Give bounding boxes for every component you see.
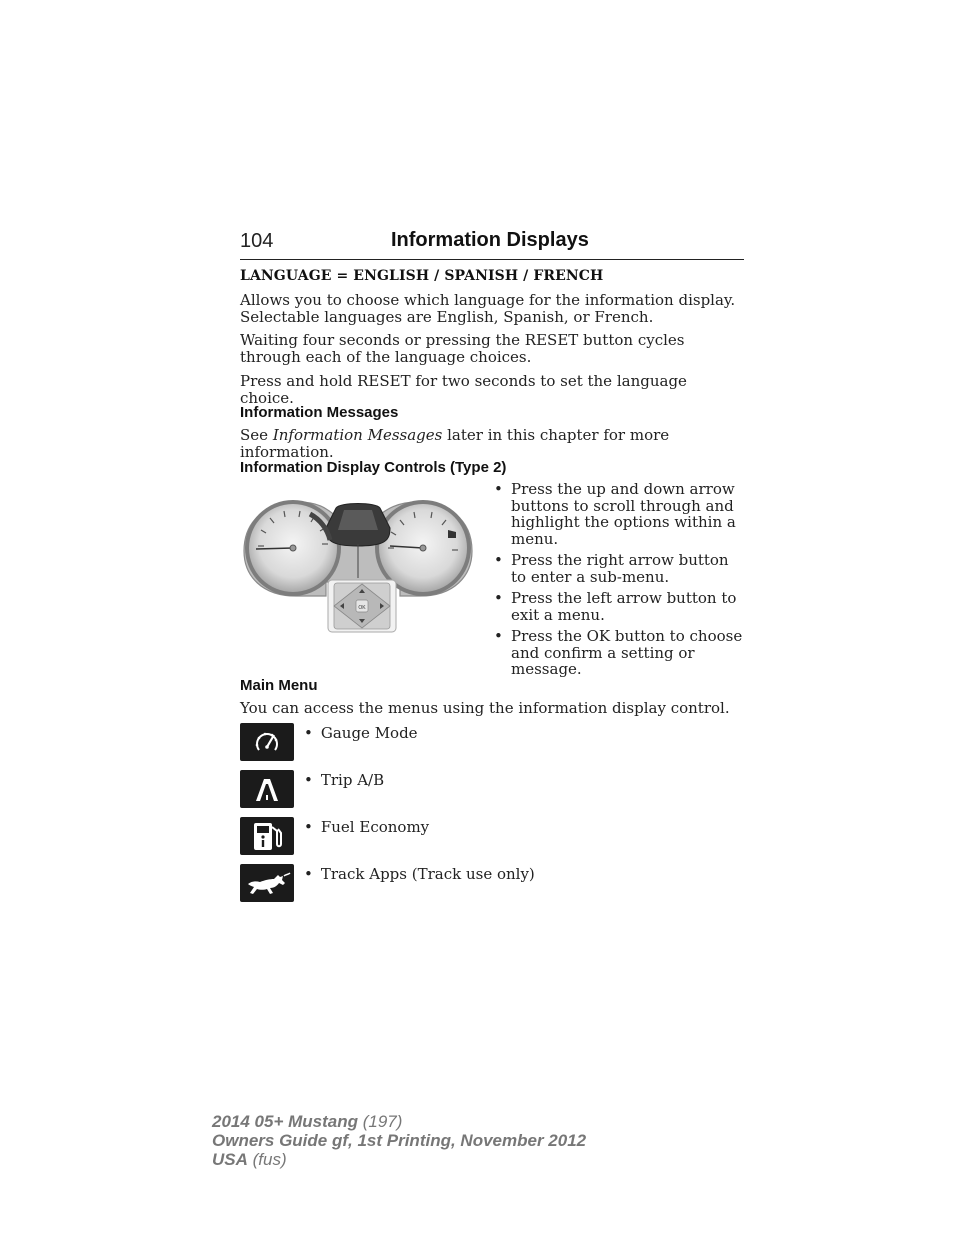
footer-model-code: (197)	[358, 1112, 403, 1131]
list-item-text: Press the OK button to choose and confirm a setting or message.	[511, 627, 743, 678]
language-para-3: Press and hold RESET for two seconds to set the language choice.	[240, 372, 687, 407]
bullet-dot: •	[304, 724, 313, 742]
road-icon	[240, 770, 294, 808]
page-number: 104	[240, 230, 274, 252]
menu-item-text: Gauge Mode	[320, 724, 418, 742]
chapter-title: Information Displays	[391, 229, 589, 251]
main-menu-intro: You can access the menus using the information display control.	[240, 699, 730, 717]
footer-line-2	[212, 1131, 586, 1150]
bullet-dot: •	[304, 771, 313, 789]
footer-market-code: (fus)	[247, 1150, 287, 1169]
menu-item-text: Trip A/B	[320, 771, 385, 789]
gauge-icon	[240, 723, 294, 761]
footer-model: 2014 05+ Mustang	[212, 1112, 358, 1131]
bullet-dot: •	[494, 551, 503, 569]
menu-item-label	[304, 866, 535, 883]
menu-item-text: Track Apps (Track use only)	[320, 865, 535, 883]
bullet-dot: •	[494, 589, 503, 607]
list-item	[494, 552, 746, 585]
footer-printing: Owners Guide gf, 1st Printing, November 2012	[212, 1131, 587, 1150]
language-para-2: Waiting four seconds or pressing the RESET button cycles through each of the language choices.	[240, 331, 685, 366]
list-item	[494, 590, 746, 623]
main-menu-heading: Main Menu	[240, 677, 318, 694]
menu-item-label	[304, 772, 384, 789]
list-item-text: Press the right arrow button to enter a sub-menu.	[511, 551, 729, 586]
bullet-dot: •	[304, 865, 313, 883]
pony-icon	[240, 864, 294, 902]
page-header	[240, 229, 744, 260]
footer-market: USA	[212, 1150, 248, 1169]
bullet-dot: •	[494, 480, 503, 498]
bullet-dot: •	[304, 818, 313, 836]
messages-text-before: See	[240, 426, 273, 444]
menu-item-label	[304, 819, 429, 836]
list-item	[494, 481, 746, 547]
information-messages-text	[240, 427, 744, 460]
menu-item-label	[304, 725, 418, 742]
list-item	[494, 628, 746, 678]
information-messages-heading: Information Messages	[240, 404, 399, 421]
footer-line-3	[212, 1150, 586, 1169]
menu-item-text: Fuel Economy	[320, 818, 430, 836]
display-controls-list	[494, 481, 746, 683]
messages-text-after: later in this chapter for more information.	[240, 426, 670, 461]
cluster-drawing	[240, 496, 476, 636]
keypad-ok-label: OK	[358, 605, 366, 611]
language-heading: LANGUAGE = ENGLISH / SPANISH / FRENCH	[240, 268, 604, 284]
display-controls-heading: Information Display Controls (Type 2)	[240, 459, 507, 476]
footer-line-1	[212, 1112, 586, 1131]
messages-cross-reference: Information Messages	[272, 426, 443, 444]
language-para-1: Allows you to choose which language for the information display. Selectable languages are English, Spanish, or French.	[240, 291, 736, 326]
fuel-pump-info-icon	[240, 817, 294, 855]
instrument-cluster-illustration	[240, 496, 476, 636]
list-item-text: Press the left arrow button to exit a menu.	[511, 589, 737, 624]
list-item-text: Press the up and down arrow buttons to scroll through and highlight the options within a menu.	[511, 480, 736, 548]
bullet-dot: •	[494, 627, 503, 645]
page-footer	[212, 1112, 586, 1169]
